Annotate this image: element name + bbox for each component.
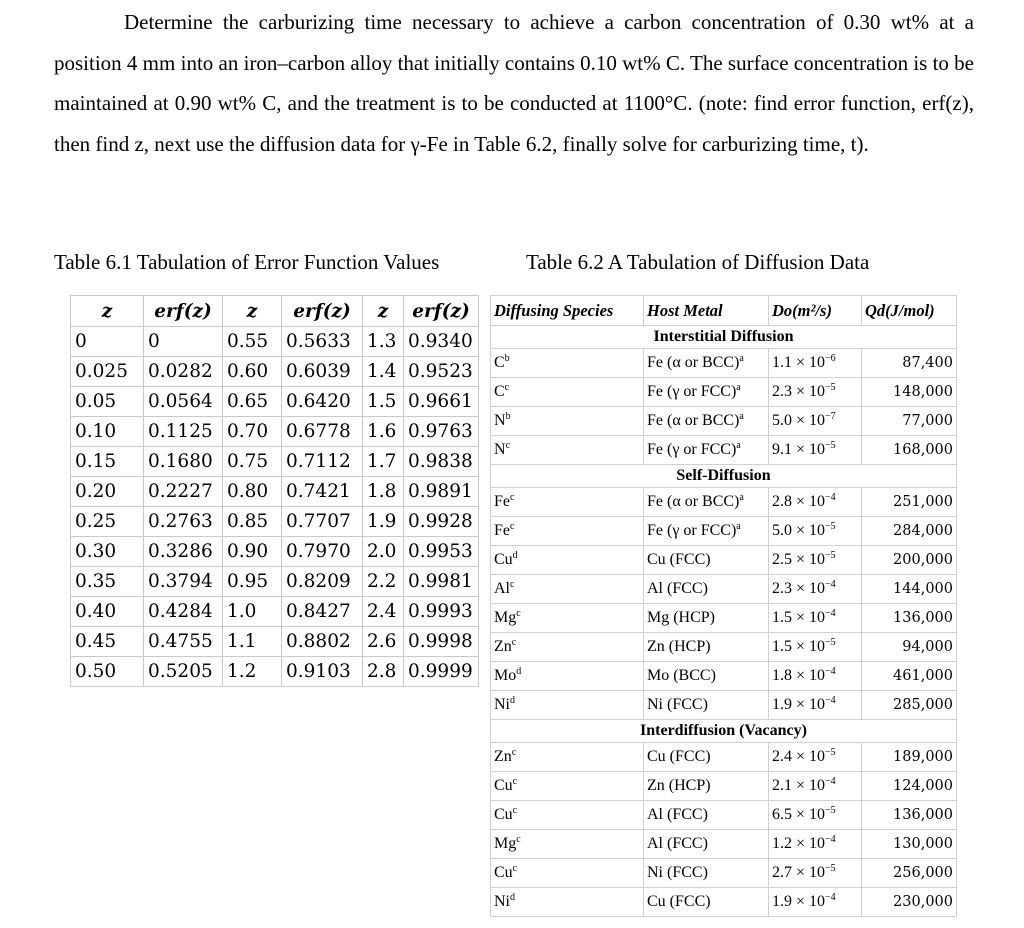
erf-cell: 0.7707	[282, 507, 363, 537]
z-cell: 0.50	[71, 657, 144, 687]
species-symbol: Al	[494, 580, 510, 597]
species-symbol: Zn	[494, 748, 512, 765]
qd-cell: 230,000	[862, 888, 957, 917]
z-cell: 0.025	[71, 357, 144, 387]
z-cell: 1.6	[363, 417, 404, 447]
table-header-row	[71, 296, 479, 327]
erf-cell: 0.9998	[404, 627, 479, 657]
table-row	[71, 657, 479, 687]
z-cell: 0.90	[223, 537, 282, 567]
table-body	[71, 327, 479, 687]
d0-cell	[769, 436, 862, 465]
d0-mantissa: 2.8 × 10	[772, 493, 826, 510]
header-d0: Do(m²/s)	[769, 296, 862, 326]
host-metal-cell	[644, 575, 769, 604]
host-metal-cell	[644, 604, 769, 633]
erf-cell: 0.9928	[404, 507, 479, 537]
d0-exponent: −5	[825, 863, 836, 874]
diffusing-species-cell	[491, 546, 644, 575]
d0-cell	[769, 830, 862, 859]
diffusing-species-cell	[491, 633, 644, 662]
table-row	[71, 627, 479, 657]
species-symbol: C	[494, 354, 505, 371]
z-cell: 0.30	[71, 537, 144, 567]
column-header: z	[363, 296, 404, 327]
species-footnote: d	[510, 892, 515, 903]
d0-exponent: −5	[825, 805, 836, 816]
z-cell: 0.75	[223, 447, 282, 477]
d0-mantissa: 6.5 × 10	[772, 806, 826, 823]
table-row	[491, 772, 957, 801]
host-metal-cell	[644, 662, 769, 691]
d0-exponent: −4	[825, 695, 836, 706]
host-metal-cell	[644, 633, 769, 662]
z-cell: 0.05	[71, 387, 144, 417]
d0-mantissa: 2.3 × 10	[772, 383, 826, 400]
d0-mantissa: 1.1 × 10	[772, 354, 826, 371]
host-metal-cell	[644, 691, 769, 720]
table-row	[71, 447, 479, 477]
table-row	[491, 488, 957, 517]
d0-exponent: −4	[825, 834, 836, 845]
z-cell: 0.35	[71, 567, 144, 597]
qd-cell: 130,000	[862, 830, 957, 859]
erf-cell: 0.9891	[404, 477, 479, 507]
qd-cell: 461,000	[862, 662, 957, 691]
d0-mantissa: 2.3 × 10	[772, 580, 826, 597]
problem-statement	[54, 2, 974, 164]
z-cell: 0.10	[71, 417, 144, 447]
host-metal-cell	[644, 436, 769, 465]
host-metal-text: Zn (HCP)	[647, 638, 711, 655]
section-row	[491, 465, 957, 488]
species-symbol: C	[494, 383, 505, 400]
host-metal-cell	[644, 772, 769, 801]
table-row	[491, 436, 957, 465]
z-cell: 1.5	[363, 387, 404, 417]
table-6-2-caption: Table 6.2 A Tabulation of Diffusion Data	[526, 250, 870, 274]
z-cell: 1.9	[363, 507, 404, 537]
host-metal-text: Fe (α or BCC)	[647, 493, 740, 510]
species-symbol: Cu	[494, 551, 513, 568]
column-header: z	[71, 296, 144, 327]
species-symbol: Fe	[494, 493, 510, 510]
table-row	[71, 597, 479, 627]
erf-cell: 0.8427	[282, 597, 363, 627]
species-footnote: c	[516, 608, 521, 619]
z-cell: 1.7	[363, 447, 404, 477]
diffusing-species-cell	[491, 830, 644, 859]
d0-exponent: −5	[825, 550, 836, 561]
qd-cell: 148,000	[862, 378, 957, 407]
qd-cell: 87,400	[862, 349, 957, 378]
host-metal-text: Ni (FCC)	[647, 864, 708, 881]
species-footnote: c	[505, 440, 511, 451]
host-metal-text: Mg (HCP)	[647, 609, 716, 626]
d0-cell	[769, 604, 862, 633]
diffusing-species-cell	[491, 407, 644, 436]
z-cell: 1.3	[363, 327, 404, 357]
table-row	[71, 357, 479, 387]
species-footnote: c	[511, 747, 517, 758]
d0-mantissa: 5.0 × 10	[772, 522, 826, 539]
species-symbol: Fe	[494, 522, 510, 539]
diffusing-species-cell	[491, 888, 644, 917]
erf-cell: 0	[144, 327, 223, 357]
d0-cell	[769, 407, 862, 436]
z-cell: 0.15	[71, 447, 144, 477]
z-cell: 0.60	[223, 357, 282, 387]
z-cell: 2.2	[363, 567, 404, 597]
z-cell: 1.2	[223, 657, 282, 687]
d0-cell	[769, 743, 862, 772]
host-metal-text: Al (FCC)	[647, 580, 708, 597]
qd-cell: 285,000	[862, 691, 957, 720]
d0-mantissa: 1.5 × 10	[772, 638, 826, 655]
host-metal-cell	[644, 488, 769, 517]
d0-cell	[769, 888, 862, 917]
species-footnote: c	[512, 805, 518, 816]
z-cell: 0	[71, 327, 144, 357]
d0-mantissa: 1.2 × 10	[772, 835, 826, 852]
erf-cell: 0.9981	[404, 567, 479, 597]
species-footnote: c	[510, 579, 515, 590]
diffusing-species-cell	[491, 378, 644, 407]
z-cell: 1.4	[363, 357, 404, 387]
qd-cell: 189,000	[862, 743, 957, 772]
d0-cell	[769, 801, 862, 830]
erf-cell: 0.6420	[282, 387, 363, 417]
erf-cell: 0.4755	[144, 627, 223, 657]
species-footnote: d	[516, 666, 522, 677]
qd-cell: 168,000	[862, 436, 957, 465]
z-cell: 1.0	[223, 597, 282, 627]
table-row	[491, 691, 957, 720]
erf-cell: 0.9103	[282, 657, 363, 687]
species-symbol: N	[494, 412, 506, 429]
species-footnote: c	[512, 776, 518, 787]
z-cell: 0.70	[223, 417, 282, 447]
host-footnote: a	[736, 521, 741, 532]
d0-cell	[769, 691, 862, 720]
erf-cell: 0.6039	[282, 357, 363, 387]
z-cell: 0.95	[223, 567, 282, 597]
diffusing-species-cell	[491, 604, 644, 633]
qd-cell: 136,000	[862, 801, 957, 830]
d0-mantissa: 1.9 × 10	[772, 893, 826, 910]
host-footnote: a	[739, 353, 744, 364]
host-metal-text: Al (FCC)	[647, 806, 708, 823]
section-title: Self-Diffusion	[491, 465, 957, 488]
species-symbol: Mo	[494, 667, 517, 684]
table-row	[491, 801, 957, 830]
erf-cell: 0.9953	[404, 537, 479, 567]
d0-mantissa: 2.1 × 10	[772, 777, 826, 794]
diffusing-species-cell	[491, 488, 644, 517]
d0-cell	[769, 349, 862, 378]
host-metal-cell	[644, 830, 769, 859]
host-footnote: a	[736, 440, 741, 451]
qd-cell: 77,000	[862, 407, 957, 436]
problem-text: Determine the carburizing time necessary to achieve a carbon concentration of 0.30 wt% at a position 4 mm into an iron–carbon alloy that initially contains 0.10 wt% C. The surface concentration is to be maintained at 0.90 wt% C, and the treatment is to be conducted at 1100°C. (note: find error function, erf(z), then find z, next use the diffusion data for γ-Fe in Table 6.2, finally solve for carburizing time, t).	[54, 10, 974, 156]
table-row	[491, 743, 957, 772]
species-footnote: c	[516, 834, 521, 845]
qd-cell: 124,000	[862, 772, 957, 801]
qd-cell: 284,000	[862, 517, 957, 546]
species-symbol: Ni	[494, 893, 510, 910]
erf-cell: 0.9838	[404, 447, 479, 477]
host-metal-cell	[644, 801, 769, 830]
diffusing-species-cell	[491, 349, 644, 378]
species-footnote: c	[510, 521, 515, 532]
error-function-table	[70, 295, 479, 687]
diffusion-data-table	[490, 295, 957, 917]
erf-cell: 0.9999	[404, 657, 479, 687]
species-symbol: Cu	[494, 864, 513, 881]
host-metal-text: Fe (γ or FCC)	[647, 522, 737, 539]
qd-cell: 251,000	[862, 488, 957, 517]
host-footnote: a	[739, 411, 744, 422]
diffusing-species-cell	[491, 662, 644, 691]
species-symbol: Zn	[494, 638, 512, 655]
erf-cell: 0.7112	[282, 447, 363, 477]
host-metal-cell	[644, 546, 769, 575]
host-metal-text: Ni (FCC)	[647, 696, 708, 713]
d0-exponent: −6	[825, 353, 836, 364]
table-body	[491, 326, 957, 917]
erf-cell: 0.2227	[144, 477, 223, 507]
species-symbol: Mg	[494, 609, 517, 626]
host-metal-cell	[644, 378, 769, 407]
host-metal-text: Al (FCC)	[647, 835, 708, 852]
d0-cell	[769, 772, 862, 801]
erf-cell: 0.9661	[404, 387, 479, 417]
section-title: Interdiffusion (Vacancy)	[491, 720, 957, 743]
table-header-row	[491, 296, 957, 326]
table-row	[491, 378, 957, 407]
erf-cell: 0.1125	[144, 417, 223, 447]
column-header: erf(z)	[282, 296, 363, 327]
erf-cell: 0.2763	[144, 507, 223, 537]
species-footnote: d	[510, 695, 515, 706]
d0-exponent: −4	[825, 892, 836, 903]
z-cell: 0.55	[223, 327, 282, 357]
qd-cell: 200,000	[862, 546, 957, 575]
species-symbol: Cu	[494, 777, 513, 794]
d0-mantissa: 2.7 × 10	[772, 864, 826, 881]
species-footnote: c	[512, 863, 518, 874]
section-row	[491, 720, 957, 743]
table-row	[491, 604, 957, 633]
z-cell: 1.1	[223, 627, 282, 657]
z-cell: 0.20	[71, 477, 144, 507]
species-footnote: d	[512, 550, 518, 561]
header-qd: Qd(J/mol)	[862, 296, 957, 326]
host-metal-text: Zn (HCP)	[647, 777, 711, 794]
table-row	[71, 567, 479, 597]
table-row	[71, 417, 479, 447]
d0-exponent: −5	[825, 747, 836, 758]
host-metal-cell	[644, 517, 769, 546]
diffusing-species-cell	[491, 575, 644, 604]
diffusing-species-cell	[491, 743, 644, 772]
species-footnote: c	[504, 382, 510, 393]
erf-cell: 0.7421	[282, 477, 363, 507]
erf-cell: 0.5205	[144, 657, 223, 687]
host-metal-cell	[644, 859, 769, 888]
erf-cell: 0.8209	[282, 567, 363, 597]
species-symbol: Ni	[494, 696, 510, 713]
z-cell: 0.85	[223, 507, 282, 537]
d0-cell	[769, 633, 862, 662]
header-diffusing-species: Diffusing Species	[491, 296, 644, 326]
z-cell: 0.45	[71, 627, 144, 657]
host-footnote: a	[736, 382, 741, 393]
table-row	[491, 888, 957, 917]
species-symbol: Mg	[494, 835, 517, 852]
z-cell: 0.65	[223, 387, 282, 417]
host-metal-text: Cu (FCC)	[647, 893, 711, 910]
species-footnote: b	[505, 411, 511, 422]
diffusing-species-cell	[491, 517, 644, 546]
host-metal-cell	[644, 349, 769, 378]
species-footnote: c	[510, 492, 515, 503]
d0-mantissa: 2.5 × 10	[772, 551, 826, 568]
diffusing-species-cell	[491, 436, 644, 465]
diffusing-species-cell	[491, 691, 644, 720]
table-row	[491, 662, 957, 691]
z-cell: 2.0	[363, 537, 404, 567]
d0-cell	[769, 517, 862, 546]
d0-cell	[769, 378, 862, 407]
d0-exponent: −5	[825, 521, 836, 532]
d0-cell	[769, 546, 862, 575]
host-metal-cell	[644, 743, 769, 772]
species-symbol: N	[494, 441, 506, 458]
host-metal-text: Cu (FCC)	[647, 551, 711, 568]
d0-cell	[769, 488, 862, 517]
z-cell: 2.8	[363, 657, 404, 687]
d0-mantissa: 5.0 × 10	[772, 412, 826, 429]
d0-exponent: −4	[825, 666, 836, 677]
table-row	[71, 507, 479, 537]
section-title: Interstitial Diffusion	[491, 326, 957, 349]
d0-exponent: −5	[825, 382, 836, 393]
species-symbol: Cu	[494, 806, 513, 823]
d0-exponent: −4	[825, 608, 836, 619]
host-metal-text: Mo (BCC)	[647, 667, 716, 684]
header-host-metal: Host Metal	[644, 296, 769, 326]
z-cell: 0.25	[71, 507, 144, 537]
erf-cell: 0.9763	[404, 417, 479, 447]
section-row	[491, 326, 957, 349]
d0-exponent: −4	[825, 776, 836, 787]
d0-mantissa: 1.9 × 10	[772, 696, 826, 713]
erf-cell: 0.9340	[404, 327, 479, 357]
qd-cell: 94,000	[862, 633, 957, 662]
host-metal-cell	[644, 888, 769, 917]
table-row	[491, 575, 957, 604]
d0-exponent: −4	[825, 579, 836, 590]
table-row	[491, 517, 957, 546]
species-footnote: c	[511, 637, 517, 648]
d0-exponent: −5	[825, 637, 836, 648]
diffusing-species-cell	[491, 801, 644, 830]
column-header: erf(z)	[404, 296, 479, 327]
erf-cell: 0.5633	[282, 327, 363, 357]
z-cell: 2.6	[363, 627, 404, 657]
column-header: erf(z)	[144, 296, 223, 327]
erf-cell: 0.8802	[282, 627, 363, 657]
erf-cell: 0.0282	[144, 357, 223, 387]
d0-mantissa: 2.4 × 10	[772, 748, 826, 765]
z-cell: 2.4	[363, 597, 404, 627]
host-metal-text: Fe (γ or FCC)	[647, 383, 737, 400]
d0-exponent: −7	[825, 411, 836, 422]
table-row	[71, 477, 479, 507]
z-cell: 0.40	[71, 597, 144, 627]
qd-cell: 136,000	[862, 604, 957, 633]
table-6-1-caption: Table 6.1 Tabulation of Error Function Values	[54, 250, 440, 274]
table-row	[491, 349, 957, 378]
host-metal-text: Fe (α or BCC)	[647, 412, 740, 429]
erf-cell: 0.1680	[144, 447, 223, 477]
diffusing-species-cell	[491, 772, 644, 801]
d0-cell	[769, 662, 862, 691]
erf-cell: 0.9523	[404, 357, 479, 387]
z-cell: 1.8	[363, 477, 404, 507]
d0-cell	[769, 575, 862, 604]
d0-exponent: −5	[825, 440, 836, 451]
table-row	[71, 327, 479, 357]
d0-exponent: −4	[825, 492, 836, 503]
d0-mantissa: 1.8 × 10	[772, 667, 826, 684]
table-row	[491, 407, 957, 436]
table-row	[71, 537, 479, 567]
qd-cell: 144,000	[862, 575, 957, 604]
qd-cell: 256,000	[862, 859, 957, 888]
host-metal-text: Fe (γ or FCC)	[647, 441, 737, 458]
table-row	[491, 633, 957, 662]
d0-cell	[769, 859, 862, 888]
table-row	[491, 859, 957, 888]
table-row	[71, 387, 479, 417]
erf-cell: 0.0564	[144, 387, 223, 417]
erf-cell: 0.7970	[282, 537, 363, 567]
erf-cell: 0.6778	[282, 417, 363, 447]
erf-cell: 0.3794	[144, 567, 223, 597]
erf-cell: 0.3286	[144, 537, 223, 567]
table-row	[491, 830, 957, 859]
host-metal-text: Cu (FCC)	[647, 748, 711, 765]
table-row	[491, 546, 957, 575]
d0-mantissa: 9.1 × 10	[772, 441, 826, 458]
z-cell: 0.80	[223, 477, 282, 507]
diffusing-species-cell	[491, 859, 644, 888]
host-metal-cell	[644, 407, 769, 436]
erf-cell: 0.9993	[404, 597, 479, 627]
host-metal-text: Fe (α or BCC)	[647, 354, 740, 371]
host-footnote: a	[739, 492, 744, 503]
d0-mantissa: 1.5 × 10	[772, 609, 826, 626]
erf-cell: 0.4284	[144, 597, 223, 627]
species-footnote: b	[504, 353, 510, 364]
column-header: z	[223, 296, 282, 327]
